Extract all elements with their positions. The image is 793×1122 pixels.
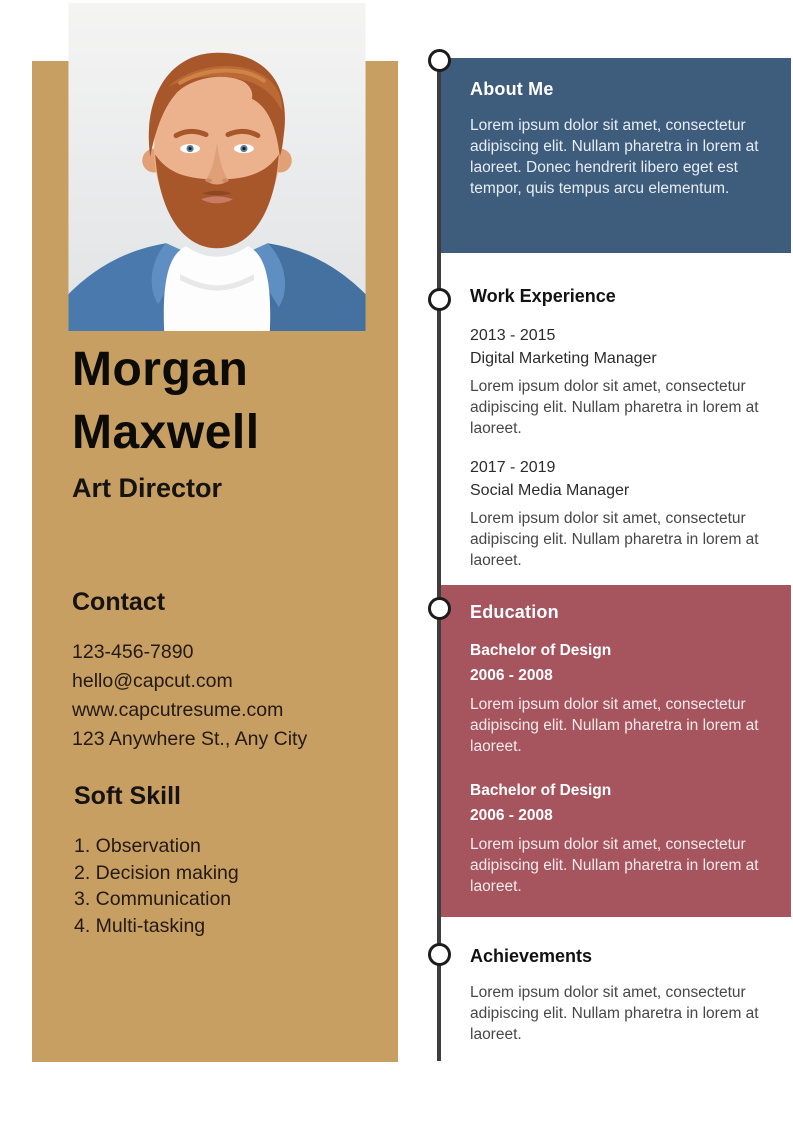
skill-item: 4. Multi-tasking <box>74 914 206 937</box>
timeline-dot-education <box>428 597 451 620</box>
soft-skill-list <box>74 833 384 939</box>
work-experience-heading: Work Experience <box>470 286 616 306</box>
work-entry <box>470 324 782 439</box>
education-heading: Education <box>470 602 559 622</box>
skill-item: 2. Decision making <box>74 861 239 884</box>
profile-photo <box>68 3 366 331</box>
work-period: 2013 - 2015 <box>470 327 556 344</box>
person-name <box>72 338 372 464</box>
work-role: Digital Marketing Manager <box>470 350 657 367</box>
education-degree: Bachelor of Design <box>470 782 612 799</box>
work-role: Social Media Manager <box>470 482 630 499</box>
education-entry <box>470 638 766 757</box>
soft-skill-heading: Soft Skill <box>74 782 181 810</box>
work-period: 2017 - 2019 <box>470 459 556 476</box>
education-period: 2006 - 2008 <box>470 807 553 824</box>
education-section <box>441 585 791 917</box>
contact-address: 123 Anywhere St., Any City <box>72 728 308 750</box>
contact-email-link[interactable]: hello@capcut.com <box>72 670 233 692</box>
achievements-heading: Achievements <box>470 946 593 966</box>
education-degree: Bachelor of Design <box>470 642 612 659</box>
contact-section <box>72 588 382 754</box>
timeline-dot-work <box>428 288 451 311</box>
about-me-body: Lorem ipsum dolor sit amet, consectetur adipiscing elit. Nullam pharetra in lorem at laoreet. Donec hendrerit libero eget est tempor, quis tempus arcu elementum. <box>470 117 759 197</box>
achievements-section <box>470 946 782 1045</box>
contact-website-link[interactable]: www.capcutresume.com <box>72 699 284 721</box>
education-entry <box>470 778 766 897</box>
about-me-heading: About Me <box>470 79 554 99</box>
soft-skill-section <box>74 782 384 939</box>
name-line-last: Maxwell <box>72 406 260 459</box>
skill-item: 1. Observation <box>74 835 201 857</box>
name-line-first: Morgan <box>72 343 249 396</box>
work-entry <box>470 456 782 571</box>
contact-lines <box>72 638 382 754</box>
name-block <box>72 338 372 504</box>
education-description: Lorem ipsum dolor sit amet, consectetur adipiscing elit. Nullam pharetra in lorem at laoreet. <box>470 696 759 755</box>
job-title: Art Director <box>72 473 223 503</box>
work-description: Lorem ipsum dolor sit amet, consectetur adipiscing elit. Nullam pharetra in lorem at laoreet. <box>470 378 759 437</box>
timeline-dot-achievements <box>428 943 451 966</box>
education-period: 2006 - 2008 <box>470 667 553 684</box>
about-me-section <box>441 58 791 253</box>
work-experience-section <box>470 286 782 571</box>
portrait-illustration <box>68 3 366 331</box>
timeline-dot-about <box>428 49 451 72</box>
contact-phone: 123-456-7890 <box>72 641 194 663</box>
skill-item: 3. Communication <box>74 888 232 910</box>
contact-heading: Contact <box>72 588 166 616</box>
education-description: Lorem ipsum dolor sit amet, consectetur adipiscing elit. Nullam pharetra in lorem at laoreet. <box>470 836 759 895</box>
work-description: Lorem ipsum dolor sit amet, consectetur adipiscing elit. Nullam pharetra in lorem at laoreet. <box>470 510 759 569</box>
achievements-body: Lorem ipsum dolor sit amet, consectetur adipiscing elit. Nullam pharetra in lorem at laoreet. <box>470 984 759 1043</box>
